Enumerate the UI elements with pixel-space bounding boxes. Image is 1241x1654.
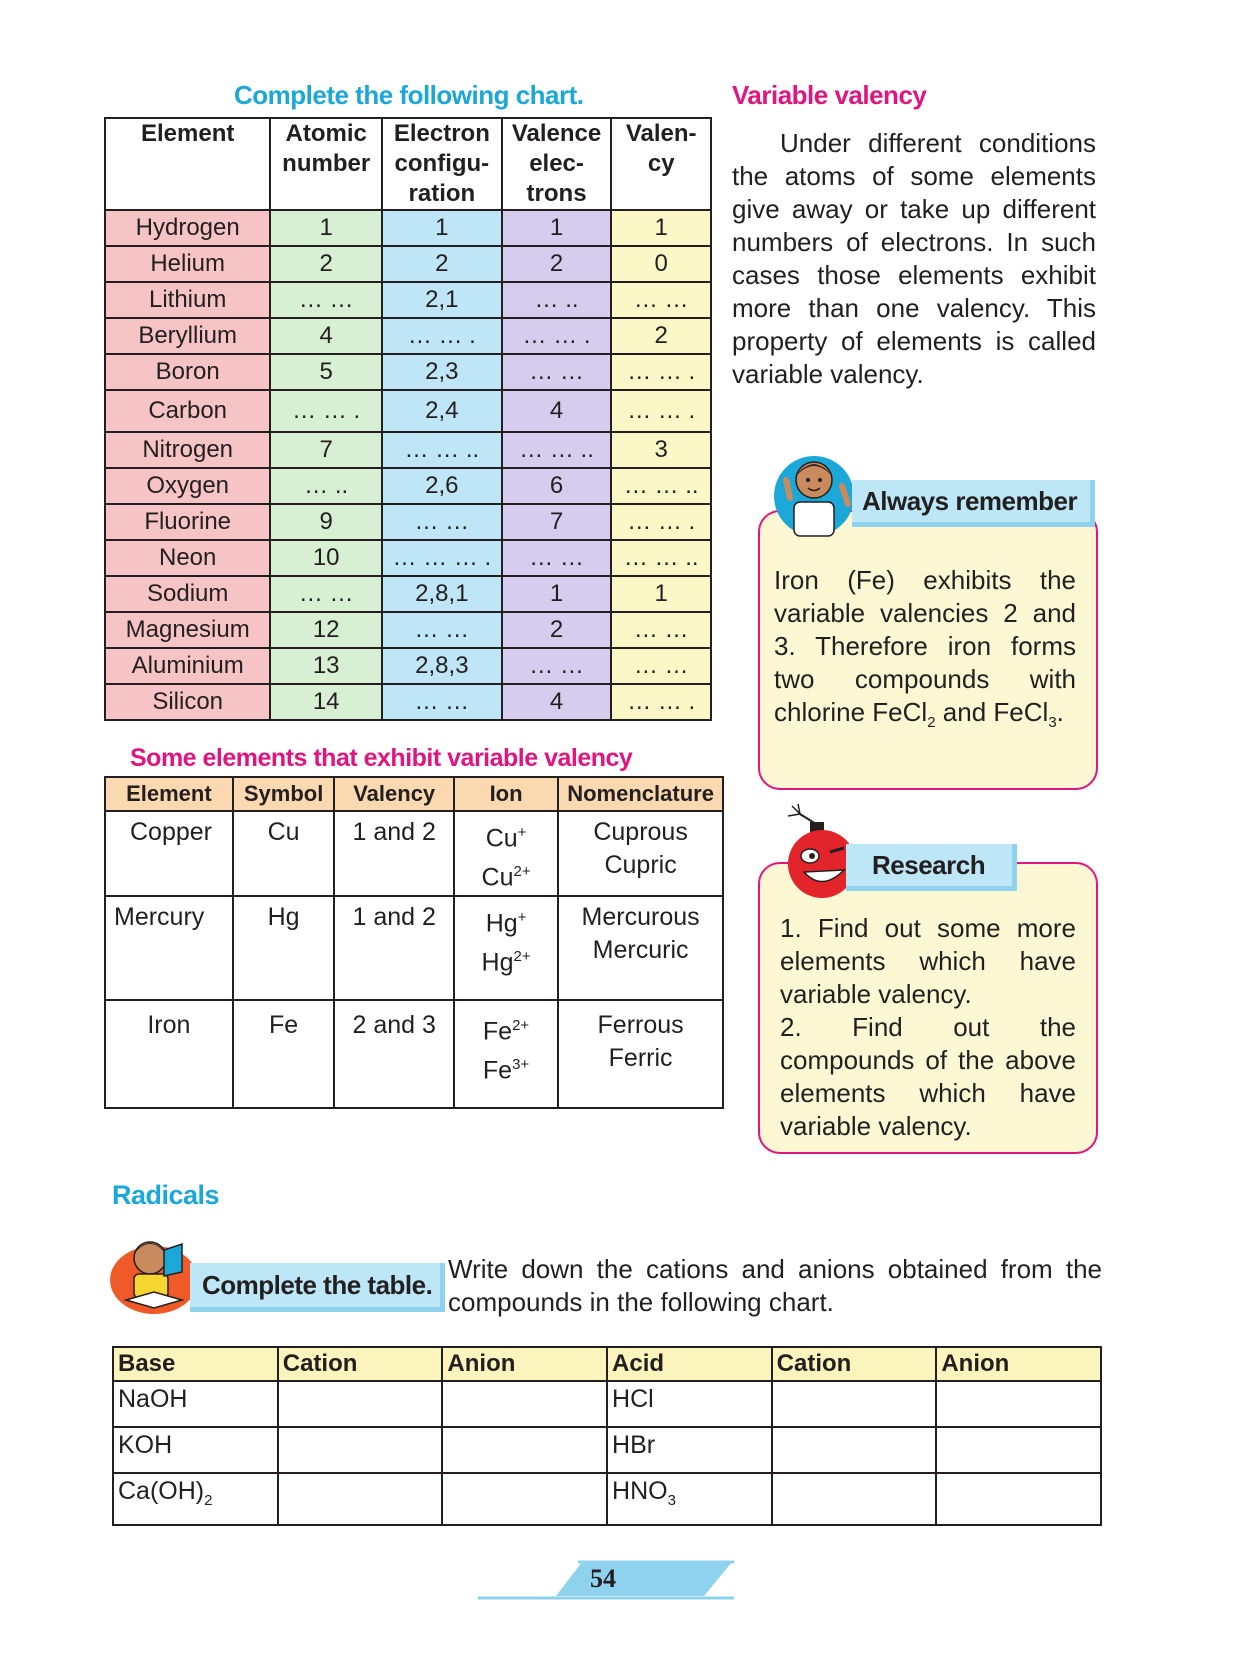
cell-valency: 1 (611, 210, 711, 246)
table-row (105, 612, 711, 648)
cell-atomic: 9 (270, 504, 382, 540)
cell-config: 2,8,3 (382, 648, 502, 684)
cell-element: Aluminium (105, 648, 270, 684)
always-remember-label: Always remember (852, 480, 1095, 527)
research-item-1: 1. Find out some more elements which have variable valency. (780, 913, 1076, 1009)
header-atomic-number: Atomic number (270, 118, 382, 210)
cell-valence: 2 (502, 246, 612, 282)
cell-config: 2,1 (382, 282, 502, 318)
cell-valency: … … (611, 648, 711, 684)
cell-valence: … … (502, 648, 612, 684)
cell-anion-input[interactable] (442, 1473, 607, 1525)
cell-valence: 2 (502, 612, 612, 648)
cell-valency: 1 and 2 (334, 896, 454, 1000)
cell-symbol: Hg (233, 896, 335, 1000)
header-cation: Cation (772, 1347, 937, 1381)
cell-element: Silicon (105, 684, 270, 720)
table-row (113, 1473, 1101, 1525)
cell-acid: HCl (607, 1381, 772, 1427)
table-row (113, 1381, 1101, 1427)
cell-atomic: … … . (270, 390, 382, 432)
table-row (105, 811, 723, 896)
cell-atomic: … … (270, 282, 382, 318)
table-row (105, 210, 711, 246)
cell-valency: 3 (611, 432, 711, 468)
header-element: Element (105, 118, 270, 210)
cell-base: NaOH (113, 1381, 278, 1427)
cell-element: Fluorine (105, 504, 270, 540)
cell-element: Iron (105, 1000, 233, 1108)
cell-cation-input[interactable] (772, 1427, 937, 1473)
cell-atomic: 13 (270, 648, 382, 684)
cell-cation-input[interactable] (278, 1427, 443, 1473)
cell-nomenclature: Ferrous Ferric (558, 1000, 723, 1108)
cell-config: 2,4 (382, 390, 502, 432)
cell-atomic: 7 (270, 432, 382, 468)
variable-valency-table (104, 776, 724, 1109)
research-label: Research (846, 844, 1017, 891)
table-row (105, 354, 711, 390)
cell-atomic: 14 (270, 684, 382, 720)
cell-valency: … … . (611, 354, 711, 390)
cell-element: Neon (105, 540, 270, 576)
cell-valence: 4 (502, 684, 612, 720)
cell-config: … … (382, 504, 502, 540)
research-item-2: 2. Find out the compounds of the above elements which have variable valency. (780, 1012, 1076, 1141)
cell-nomenclature: Mercurous Mercuric (558, 896, 723, 1000)
cell-valence: 4 (502, 390, 612, 432)
table-row (105, 504, 711, 540)
cell-element: Hydrogen (105, 210, 270, 246)
cell-ion: Cu+ $Cu^{2+}$ (454, 811, 558, 896)
header-nomenclature: Nomenclature (558, 777, 723, 811)
header-anion: Anion (936, 1347, 1101, 1381)
cell-atomic: 10 (270, 540, 382, 576)
header-cation: Cation (278, 1347, 443, 1381)
boy-illustration (768, 446, 860, 538)
complete-table-label: Complete the table. (190, 1263, 445, 1312)
cell-element: Sodium (105, 576, 270, 612)
table-row (105, 648, 711, 684)
cell-valence: 1 (502, 576, 612, 612)
cell-element: Boron (105, 354, 270, 390)
table-row (105, 468, 711, 504)
cell-element: Helium (105, 246, 270, 282)
element-chart (104, 117, 712, 721)
cell-config: 2,8,1 (382, 576, 502, 612)
cell-valency: … … . (611, 684, 711, 720)
variable-valency-paragraph: Under different conditions the atoms of some elements give away or take up different numbers of electrons. In such cases those elements exhibit more than one valency. This property of elements is called variable valency. (732, 128, 1096, 389)
header-electron-configuration: Electron configu- ration (382, 118, 502, 210)
cell-config: … … . (382, 318, 502, 354)
table-row (105, 684, 711, 720)
cell-valency: … … (611, 612, 711, 648)
cell-valence: 6 (502, 468, 612, 504)
cell-cation-input[interactable] (278, 1473, 443, 1525)
variable-valency-heading: Variable valency (732, 80, 927, 110)
radicals-instruction: Write down the cations and anions obtained from the compounds in the following chart. (448, 1254, 1102, 1317)
cell-anion-input[interactable] (936, 1427, 1101, 1473)
cell-base: KOH (113, 1427, 278, 1473)
cell-ion: $Fe^{2+}$ $Fe^{3+}$ (454, 1000, 558, 1108)
table-row (105, 390, 711, 432)
cell-valency: 0 (611, 246, 711, 282)
cell-valence: … … . (502, 318, 612, 354)
radicals-table (112, 1346, 1102, 1526)
cell-symbol: Cu (233, 811, 335, 896)
cell-base: $Ca(OH)_2$ (113, 1473, 278, 1525)
cell-config: … … (382, 684, 502, 720)
header-valence-electrons: Valence elec- trons (502, 118, 612, 210)
header-anion: Anion (442, 1347, 607, 1381)
cell-element: Copper (105, 811, 233, 896)
cell-anion-input[interactable] (442, 1381, 607, 1427)
chart1-title: Complete the following chart. (234, 80, 584, 110)
cell-config: … … .. (382, 432, 502, 468)
cell-valency: … … .. (611, 468, 711, 504)
table-row (105, 896, 723, 1000)
radicals-header-row (113, 1347, 1101, 1381)
cell-symbol: Fe (233, 1000, 335, 1108)
chart2-header-row (105, 777, 723, 811)
table-row (105, 432, 711, 468)
cell-atomic: 2 (270, 246, 382, 282)
cell-atomic: 4 (270, 318, 382, 354)
cell-atomic: 12 (270, 612, 382, 648)
cell-valence: … … .. (502, 432, 612, 468)
cell-cation-input[interactable] (278, 1381, 443, 1427)
cell-atomic: 5 (270, 354, 382, 390)
radicals-heading: Radicals (112, 1180, 220, 1210)
cell-valency: 2 and 3 (334, 1000, 454, 1108)
cell-valency: 1 and 2 (334, 811, 454, 896)
cell-element: Mercury (105, 896, 233, 1000)
cell-valence: 7 (502, 504, 612, 540)
cell-atomic: 1 (270, 210, 382, 246)
cell-config: 1 (382, 210, 502, 246)
chart2-title: Some elements that exhibit variable valency (130, 744, 633, 772)
cell-valency: … … (611, 282, 711, 318)
cell-config: 2 (382, 246, 502, 282)
header-base: Base (113, 1347, 278, 1381)
header-valency: Valency (334, 777, 454, 811)
cell-element: Beryllium (105, 318, 270, 354)
reading-boy-illustration (108, 1230, 200, 1316)
header-valency: Valen- cy (611, 118, 711, 210)
table-row (105, 1000, 723, 1108)
cell-valence: … .. (502, 282, 612, 318)
table-row (105, 540, 711, 576)
cell-valence: … … (502, 540, 612, 576)
cell-element: Nitrogen (105, 432, 270, 468)
table-row (105, 282, 711, 318)
table-row (105, 576, 711, 612)
cell-valency: 2 (611, 318, 711, 354)
cell-cation-input[interactable] (772, 1381, 937, 1427)
cell-valence: … … (502, 354, 612, 390)
table-row (105, 246, 711, 282)
cell-atomic: … … (270, 576, 382, 612)
always-remember-text: Iron (Fe) exhibits the variable valencies 2 and 3. Therefore iron forms two compounds with chlorine FeCl$_2$ and FeCl$_3$. (774, 565, 1076, 732)
page-number: 54 (590, 1564, 616, 1593)
cell-valence: 1 (502, 210, 612, 246)
header-symbol: Symbol (233, 777, 335, 811)
cell-cation-input[interactable] (772, 1473, 937, 1525)
table-row (105, 318, 711, 354)
cell-ion: Hg+ $Hg^{2+}$ (454, 896, 558, 1000)
cell-anion-input[interactable] (936, 1381, 1101, 1427)
cell-element: Magnesium (105, 612, 270, 648)
header-acid: Acid (607, 1347, 772, 1381)
cell-valency: … … . (611, 390, 711, 432)
cell-valency: … … . (611, 504, 711, 540)
cell-element: Carbon (105, 390, 270, 432)
cell-valency: 1 (611, 576, 711, 612)
cell-atomic: … .. (270, 468, 382, 504)
cell-anion-input[interactable] (442, 1427, 607, 1473)
cell-config: … … … . (382, 540, 502, 576)
cell-config: 2,6 (382, 468, 502, 504)
table-row (113, 1427, 1101, 1473)
cell-config: … … (382, 612, 502, 648)
cell-acid: HBr (607, 1427, 772, 1473)
cell-nomenclature: Cuprous Cupric (558, 811, 723, 896)
cell-element: Lithium (105, 282, 270, 318)
header-ion: Ion (454, 777, 558, 811)
cell-anion-input[interactable] (936, 1473, 1101, 1525)
chart1-header-row (105, 118, 711, 210)
cell-element: Oxygen (105, 468, 270, 504)
cell-valency: … … .. (611, 540, 711, 576)
header-element: Element (105, 777, 233, 811)
cell-config: 2,3 (382, 354, 502, 390)
cell-acid: $HNO_3$ (607, 1473, 772, 1525)
